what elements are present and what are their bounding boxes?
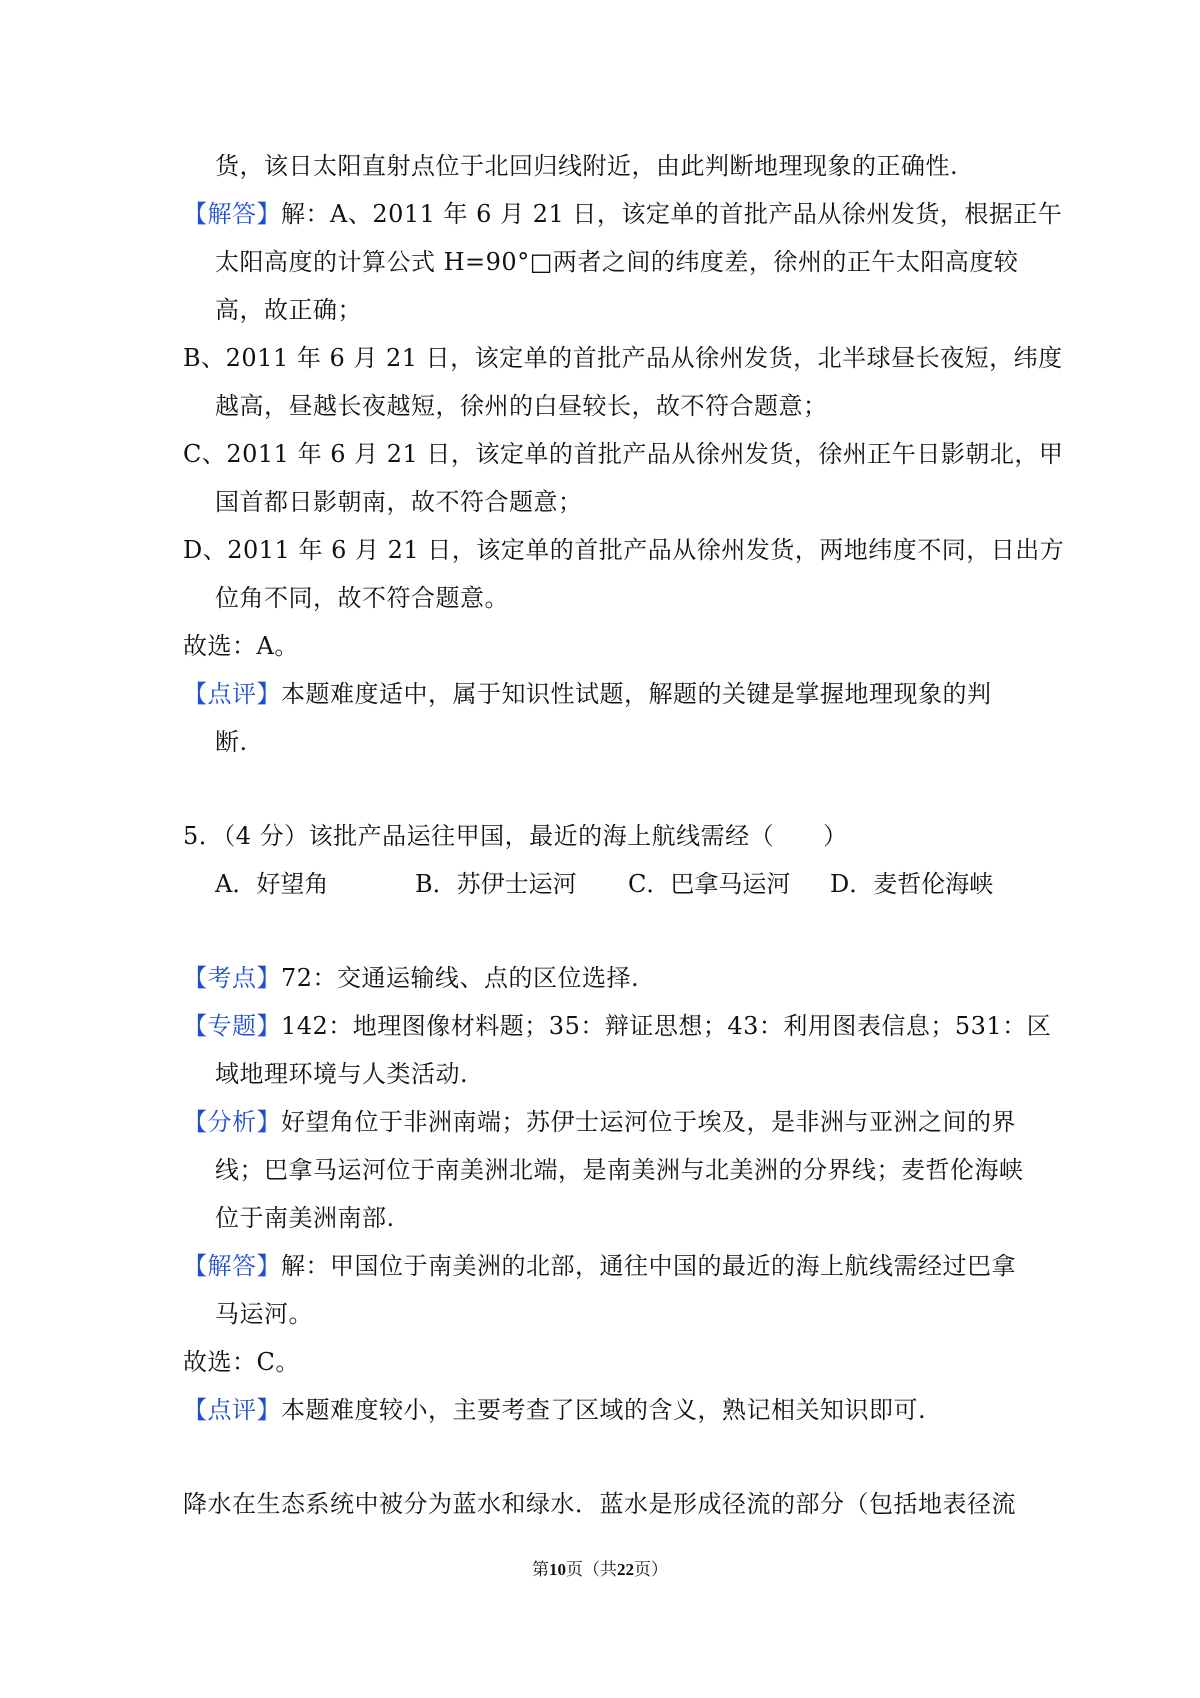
q5-fenxi-line-3: 位于南美洲南部.: [215, 1204, 395, 1232]
q5-selection: 故选：C。: [183, 1348, 300, 1376]
q4-answer-line-2: 太阳高度的计算公式 H=90°□两者之间的纬度差，徐州的正午太阳高度较: [215, 248, 1019, 276]
q5-option-b: B．苏伊士运河: [415, 870, 577, 898]
q5-option-a: A．好望角: [215, 870, 329, 898]
q5-zhuanti-line-1: 【专题】142：地理图像材料题；35：辩证思想；43：利用图表信息；531：区: [183, 1012, 1052, 1040]
q4-selection: 故选：A。: [183, 632, 299, 660]
q5-option-c: C．巴拿马运河: [628, 870, 791, 898]
q5-fenxi-line-2: 线；巴拿马运河位于南美洲北端，是南美洲与北美洲的分界线；麦哲伦海峡: [215, 1156, 1024, 1184]
comment-tag: 【点评】: [183, 680, 281, 708]
q4-option-d-line-2: 位角不同，故不符合题意。: [215, 584, 509, 612]
q4-comment-line-1: 【点评】本题难度适中，属于知识性试题，解题的关键是掌握地理现象的判: [183, 680, 992, 708]
q4-comment-line-2: 断.: [215, 728, 248, 756]
q5-zhuanti-line-2: 域地理环境与人类活动.: [215, 1060, 469, 1088]
q5-fenxi-line-1: 【分析】好望角位于非洲南端；苏伊士运河位于埃及，是非洲与亚洲之间的界: [183, 1108, 1016, 1136]
q4-option-d-line-1: D、2011 年 6 月 21 日，该定单的首批产品从徐州发货，两地纬度不同，日出方: [183, 536, 1065, 564]
q4-option-c-line-2: 国首都日影朝南，故不符合题意；: [215, 488, 583, 516]
q5-option-d: D．麦哲伦海峡: [830, 870, 994, 898]
total-page-number: 22: [617, 1560, 634, 1579]
q4-option-b-line-1: B、2011 年 6 月 21 日，该定单的首批产品从徐州发货，北半球昼长夜短，纬度: [183, 344, 1063, 372]
current-page-number: 10: [549, 1560, 566, 1579]
answer-tag: 【解答】: [183, 200, 281, 228]
kaodian-tag: 【考点】: [183, 964, 281, 992]
q4-option-b-line-2: 越高，昼越长夜越短，徐州的白昼较长，故不符合题意；: [215, 392, 828, 420]
q5-dianping: 【点评】本题难度较小，主要考查了区域的含义，熟记相关知识即可.: [183, 1396, 927, 1424]
next-material-paragraph: 降水在生态系统中被分为蓝水和绿水．蓝水是形成径流的部分（包括地表径流: [183, 1490, 1016, 1518]
q5-stem: 5．（4 分）该批产品运往甲国，最近的海上航线需经（ ）: [183, 822, 848, 850]
page-footer: 第10页（共22页）: [532, 1560, 668, 1580]
q5-kaodian: 【考点】72：交通运输线、点的区位选择.: [183, 964, 640, 992]
dianping-tag: 【点评】: [183, 1396, 281, 1424]
fenxi-tag: 【分析】: [183, 1108, 281, 1136]
q5-jieda-line-2: 马运河。: [215, 1300, 313, 1328]
q4-answer-line-1: 【解答】解：A、2011 年 6 月 21 日，该定单的首批产品从徐州发货，根据正午: [183, 200, 1063, 228]
zhuanti-tag: 【专题】: [183, 1012, 281, 1040]
q4-answer-line-3: 高，故正确；: [215, 296, 362, 324]
analysis-continuation: 货，该日太阳直射点位于北回归线附近，由此判断地理现象的正确性.: [215, 152, 959, 180]
jieda-tag: 【解答】: [183, 1252, 281, 1280]
q4-option-c-line-1: C、2011 年 6 月 21 日，该定单的首批产品从徐州发货，徐州正午日影朝北，甲: [183, 440, 1064, 468]
q5-jieda-line-1: 【解答】解：甲国位于南美洲的北部，通往中国的最近的海上航线需经过巴拿: [183, 1252, 1016, 1280]
